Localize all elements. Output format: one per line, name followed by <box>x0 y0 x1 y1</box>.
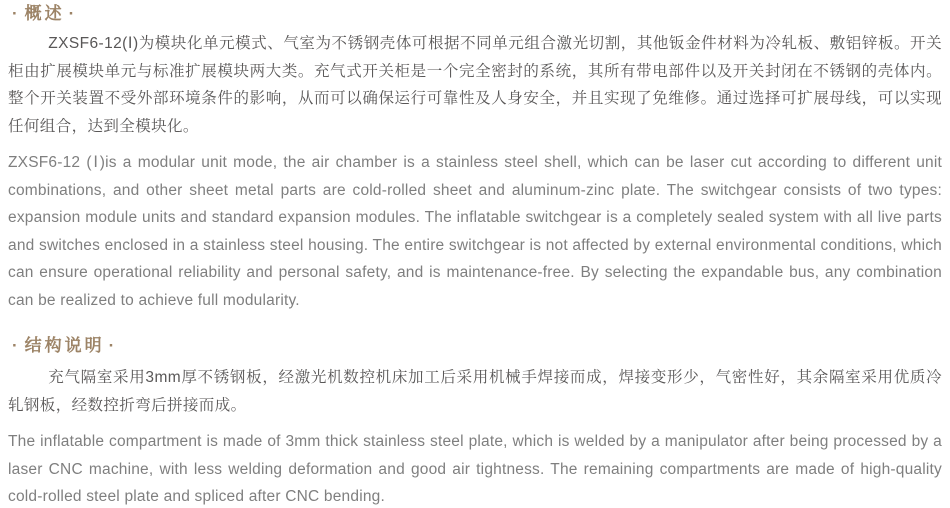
section-structure-description <box>8 334 942 508</box>
section-structure-heading <box>8 334 942 358</box>
structure-paragraph-chinese: 充气隔室采用3mm厚不锈钢板，经激光机数控机床加工后采用机械手焊接而成，焊接变形少，气密性好，其余隔室采用优质冷轧钢板，经数控折弯后拼接而成。 <box>8 369 942 414</box>
heading-bullet-left: · <box>12 4 21 23</box>
section-overview-heading <box>8 2 942 26</box>
heading-bullet-left: · <box>12 336 21 355</box>
heading-bullet-right: · <box>108 336 118 355</box>
overview-paragraph-english: ZXSF6-12 (Ⅰ)is a modular unit mode, the air chamber is a stainless steel shell, which can be laser cut according to different unit combinations, and other sheet metal parts are cold-rolled sheet and aluminum-zinc plate. The switchgear consists of two types: expansion module units and standard expansion modules. The inflatable switchgear is a completely sealed system with all live parts and switches enclosed in a stainless steel housing. The entire switchgear is not affected by external environmental conditions, which can ensure operational reliability and personal safety, and is maintenance-free. By selecting the expandable bus, any combination can be realized to achieve full modularity. <box>8 154 942 309</box>
section-overview-heading-text: 概述 <box>24 4 65 23</box>
overview-paragraph-chinese: ZXSF6-12(Ⅰ)为模块化单元模式、气室为不锈钢壳体可根据不同单元组合激光切割，其他钣金件材料为冷轧板、敷铝锌板。开关柜由扩展模块单元与标准扩展模块两大类。充气式开关柜是一个完全密封的系统，其所有带电部件以及开关封闭在不锈钢的壳体内。整个开关装置不受外部环境条件的影响，从而可以确保运行可靠性及人身安全，并且实现了免维修。通过选择可扩展母线，可以实现任何组合，达到全模块化。 <box>8 35 942 135</box>
structure-paragraph-english: The inflatable compartment is made of 3mm thick stainless steel plate, which is welded by a manipulator after being processed by a laser CNC machine, with less welding deformation and good air tightness. The remaining compartments are made of high-quality cold-rolled steel plate and spliced after CNC bending. <box>8 433 942 505</box>
section-overview <box>8 2 942 314</box>
heading-bullet-right: · <box>68 4 78 23</box>
section-structure-heading-text: 结构说明 <box>24 336 105 355</box>
